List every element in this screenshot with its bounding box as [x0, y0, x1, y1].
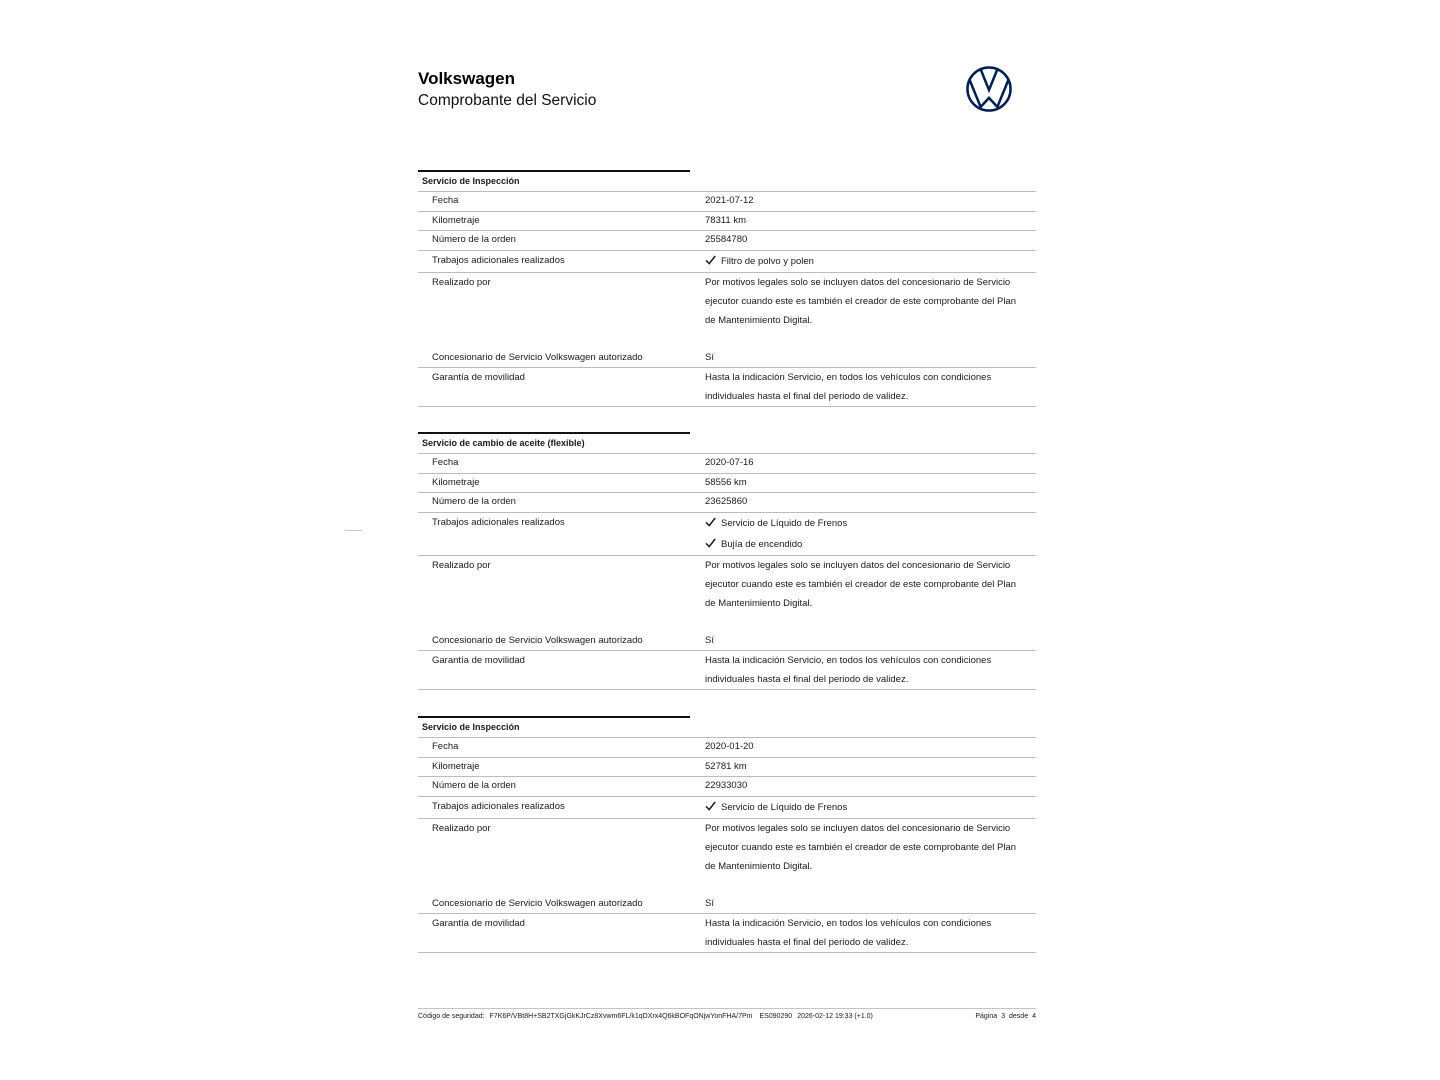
row-label: Kilometraje	[432, 760, 480, 772]
row-label: Fecha	[432, 195, 459, 206]
row-concesionario-autorizado	[418, 632, 1036, 652]
row-fecha	[418, 192, 1036, 212]
row-label: Kilometraje	[432, 214, 480, 226]
row-value: 22933030	[705, 780, 748, 791]
row-label: Trabajos adicionales realizados	[432, 516, 565, 528]
check-item-label: Filtro de polvo y polen	[721, 255, 814, 267]
row-label: Número de la orden	[432, 780, 516, 791]
value-line: individuales hasta el final del periodo de validez.	[705, 391, 909, 402]
row-value: 23625860	[705, 496, 748, 507]
row-garantia-movilidad	[418, 914, 1036, 953]
check-icon	[705, 517, 716, 527]
check-list-item	[705, 513, 1036, 534]
footer-divider	[418, 1008, 1036, 1009]
row-value: Sí	[705, 897, 714, 909]
document-id: ES090290	[759, 1013, 793, 1020]
document-footer	[418, 1012, 1036, 1022]
row-garantia-movilidad	[418, 651, 1036, 690]
value-line: Por motivos legales solo se incluyen datos del concesionario de Servicio	[705, 822, 1011, 834]
row-label: Fecha	[432, 741, 459, 752]
value-line: de Mantenimiento Digital.	[705, 860, 813, 872]
check-list-item	[705, 251, 1036, 272]
row-fecha	[418, 454, 1036, 474]
value-line: Hasta la indicación Servicio, en todos los vehículos con condiciones	[705, 655, 992, 666]
row-label: Fecha	[432, 457, 459, 468]
row-value	[705, 819, 1036, 876]
row-label: Garantía de movilidad	[432, 918, 525, 929]
row-kilometraje	[418, 758, 1036, 778]
page-label: Página	[975, 1013, 998, 1020]
row-concesionario-autorizado	[418, 349, 1036, 369]
row-label: Trabajos adicionales realizados	[432, 800, 565, 812]
value-line: individuales hasta el final del periodo de validez.	[705, 937, 909, 948]
check-icon	[705, 801, 716, 811]
security-code: F7K6P/VBt8H+SB2TXGjGkKJrCz8Xvwm6FL/k1qDXrx4Q6kBOFqONjwYonFHA/7Pm	[489, 1013, 753, 1020]
check-icon	[705, 538, 716, 548]
row-value: 78311 km	[705, 214, 747, 226]
row-label: Realizado por	[432, 822, 491, 834]
row-fecha	[418, 738, 1036, 758]
row-realizado-por	[418, 556, 1036, 632]
row-value	[705, 914, 1036, 952]
check-list	[705, 251, 1036, 272]
value-line: de Mantenimiento Digital.	[705, 314, 813, 326]
page-current: 3	[1001, 1013, 1006, 1020]
row-label: Concesionario de Servicio Volkswagen autorizado	[432, 351, 643, 363]
row-label: Concesionario de Servicio Volkswagen autorizado	[432, 634, 643, 646]
row-realizado-por	[418, 819, 1036, 895]
value-line: Hasta la indicación Servicio, en todos los vehículos con condiciones	[705, 918, 992, 929]
check-item-label: Bujía de encendido	[721, 538, 803, 550]
page-separator: desde	[1009, 1013, 1029, 1020]
row-label: Kilometraje	[432, 476, 480, 488]
value-line: individuales hasta el final del periodo de validez.	[705, 674, 909, 685]
row-value	[705, 368, 1036, 406]
footer-left	[418, 1012, 873, 1022]
section-title: Servicio de cambio de aceite (flexible)	[418, 434, 1036, 454]
check-list-item	[705, 797, 1036, 818]
row-numero-orden	[418, 493, 1036, 513]
row-numero-orden	[418, 777, 1036, 797]
row-value: 25584780	[705, 234, 748, 245]
row-label: Número de la orden	[432, 496, 516, 507]
row-label: Trabajos adicionales realizados	[432, 254, 565, 266]
row-value	[705, 651, 1036, 689]
check-item-label: Servicio de Líquido de Frenos	[721, 517, 848, 529]
section-title: Servicio de Inspección	[418, 718, 1036, 738]
value-line: ejecutor cuando este es también el creador de este comprobante del Plan	[705, 841, 1017, 853]
row-trabajos-adicionales	[418, 251, 1036, 273]
check-list	[705, 797, 1036, 818]
row-label: Realizado por	[432, 559, 491, 571]
timestamp: 2026-02-12 19:33 (+1.0)	[797, 1013, 873, 1020]
check-list-item	[705, 534, 1036, 555]
row-value	[705, 556, 1036, 613]
row-label: Realizado por	[432, 276, 491, 288]
page-total: 4	[1032, 1013, 1036, 1020]
value-line: de Mantenimiento Digital.	[705, 597, 813, 609]
section-title: Servicio de Inspección	[418, 172, 1036, 192]
row-value: 52781 km	[705, 760, 747, 772]
service-section	[418, 170, 1036, 407]
row-value: Sí	[705, 634, 714, 646]
document-title: Comprobante del Servicio	[418, 92, 597, 109]
row-value: 2021-07-12	[705, 195, 754, 206]
value-line: Por motivos legales solo se incluyen datos del concesionario de Servicio	[705, 276, 1011, 288]
vw-logo-icon	[966, 66, 1012, 112]
row-trabajos-adicionales	[418, 797, 1036, 819]
value-line: Hasta la indicación Servicio, en todos los vehículos con condiciones	[705, 372, 992, 383]
row-numero-orden	[418, 231, 1036, 251]
row-value: Sí	[705, 351, 714, 363]
value-line: ejecutor cuando este es también el creador de este comprobante del Plan	[705, 578, 1017, 590]
brand-name: Volkswagen	[418, 69, 515, 88]
row-concesionario-autorizado	[418, 895, 1036, 915]
row-value: 2020-07-16	[705, 457, 754, 468]
row-garantia-movilidad	[418, 368, 1036, 407]
service-section	[418, 716, 1036, 953]
check-item-label: Servicio de Líquido de Frenos	[721, 801, 848, 813]
row-label: Concesionario de Servicio Volkswagen autorizado	[432, 897, 643, 909]
row-label: Garantía de movilidad	[432, 655, 525, 666]
row-value	[705, 273, 1036, 330]
row-trabajos-adicionales	[418, 513, 1036, 556]
row-value: 2020-01-20	[705, 741, 754, 752]
row-realizado-por	[418, 273, 1036, 349]
value-line: ejecutor cuando este es también el creador de este comprobante del Plan	[705, 295, 1017, 307]
row-value: 58556 km	[705, 476, 747, 488]
check-icon	[705, 255, 716, 265]
page-indicator	[975, 1012, 1036, 1022]
fold-mark	[345, 530, 362, 531]
service-section	[418, 432, 1036, 690]
row-label: Número de la orden	[432, 234, 516, 245]
security-code-label: Código de seguridad:	[418, 1013, 485, 1020]
row-kilometraje	[418, 212, 1036, 232]
row-label: Garantía de movilidad	[432, 372, 525, 383]
row-kilometraje	[418, 474, 1036, 494]
check-list	[705, 513, 1036, 555]
value-line: Por motivos legales solo se incluyen datos del concesionario de Servicio	[705, 559, 1011, 571]
